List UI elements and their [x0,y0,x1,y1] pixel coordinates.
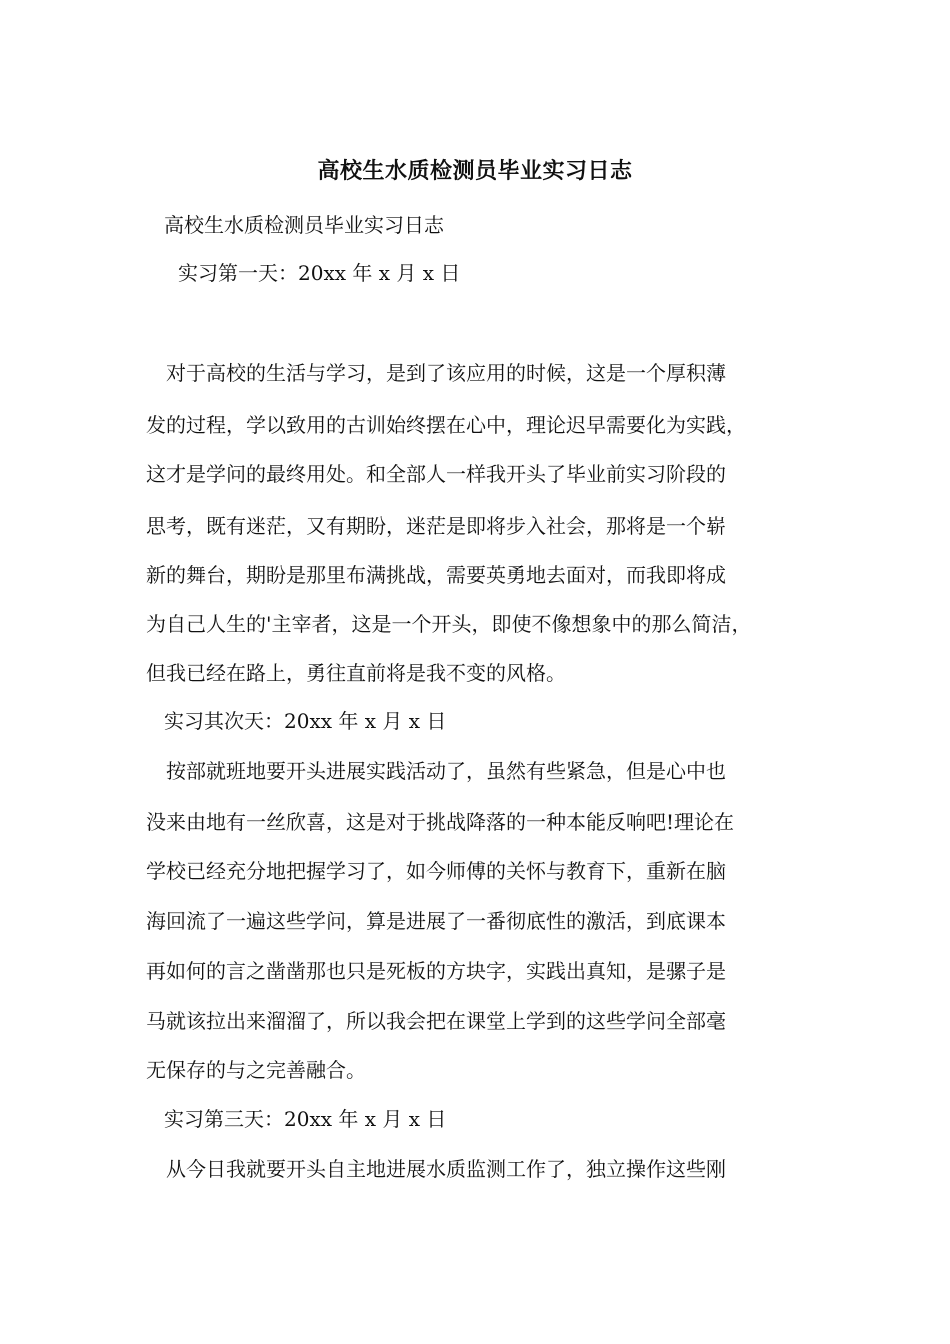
day1-paragraph-line: 发的过程，学以致用的古训始终摆在心中，理论迟早需要化为实践， [146,413,746,437]
day3-paragraph-line: 从今日我就要开头自主地进展水质监测工作了，独立操作这些刚 [166,1157,726,1181]
day2-paragraph-line: 无保存的与之完善融合。 [146,1058,366,1082]
document-subtitle: 高校生水质检测员毕业实习日志 [164,213,444,237]
day1-paragraph-line: 新的舞台，期盼是那里布满挑战，需要英勇地去面对，而我即将成 [146,563,726,587]
day2-paragraph-line: 海回流了一遍这些学问，算是进展了一番彻底性的激活，到底课本 [146,909,726,933]
day2-paragraph-line: 按部就班地要开头进展实践活动了，虽然有些紧急，但是心中也 [166,759,726,783]
day1-paragraph-line: 对于高校的生活与学习，是到了该应用的时候，这是一个厚积薄 [166,361,726,385]
day2-date-heading: 实习其次天：20xx 年 x 月 x 日 [164,709,447,733]
day1-paragraph-line: 思考，既有迷茫，又有期盼，迷茫是即将步入社会，那将是一个崭 [146,514,726,538]
document-title: 高校生水质检测员毕业实习日志 [317,158,633,184]
day1-date-heading: 实习第一天：20xx 年 x 月 x 日 [178,261,461,285]
day1-paragraph-line: 这才是学问的最终用处。和全部人一样我开头了毕业前实习阶段的 [146,462,726,486]
day1-paragraph-line: 为自己人生的'主宰者，这是一个开头，即使不像想象中的那么简洁， [146,612,752,636]
day3-date-heading: 实习第三天：20xx 年 x 月 x 日 [164,1107,447,1131]
day2-paragraph-line: 学校已经充分地把握学习了，如今师傅的关怀与教育下，重新在脑 [146,859,726,883]
day2-paragraph-line: 再如何的言之凿凿那也只是死板的方块字，实践出真知，是骡子是 [146,959,726,983]
day1-paragraph-line: 但我已经在路上，勇往直前将是我不变的风格。 [146,661,566,685]
day2-paragraph-line: 马就该拉出来溜溜了，所以我会把在课堂上学到的这些学问全部毫 [146,1009,726,1033]
day2-paragraph-line: 没来由地有一丝欣喜，这是对于挑战降落的一种本能反响吧!理论在 [146,810,735,834]
